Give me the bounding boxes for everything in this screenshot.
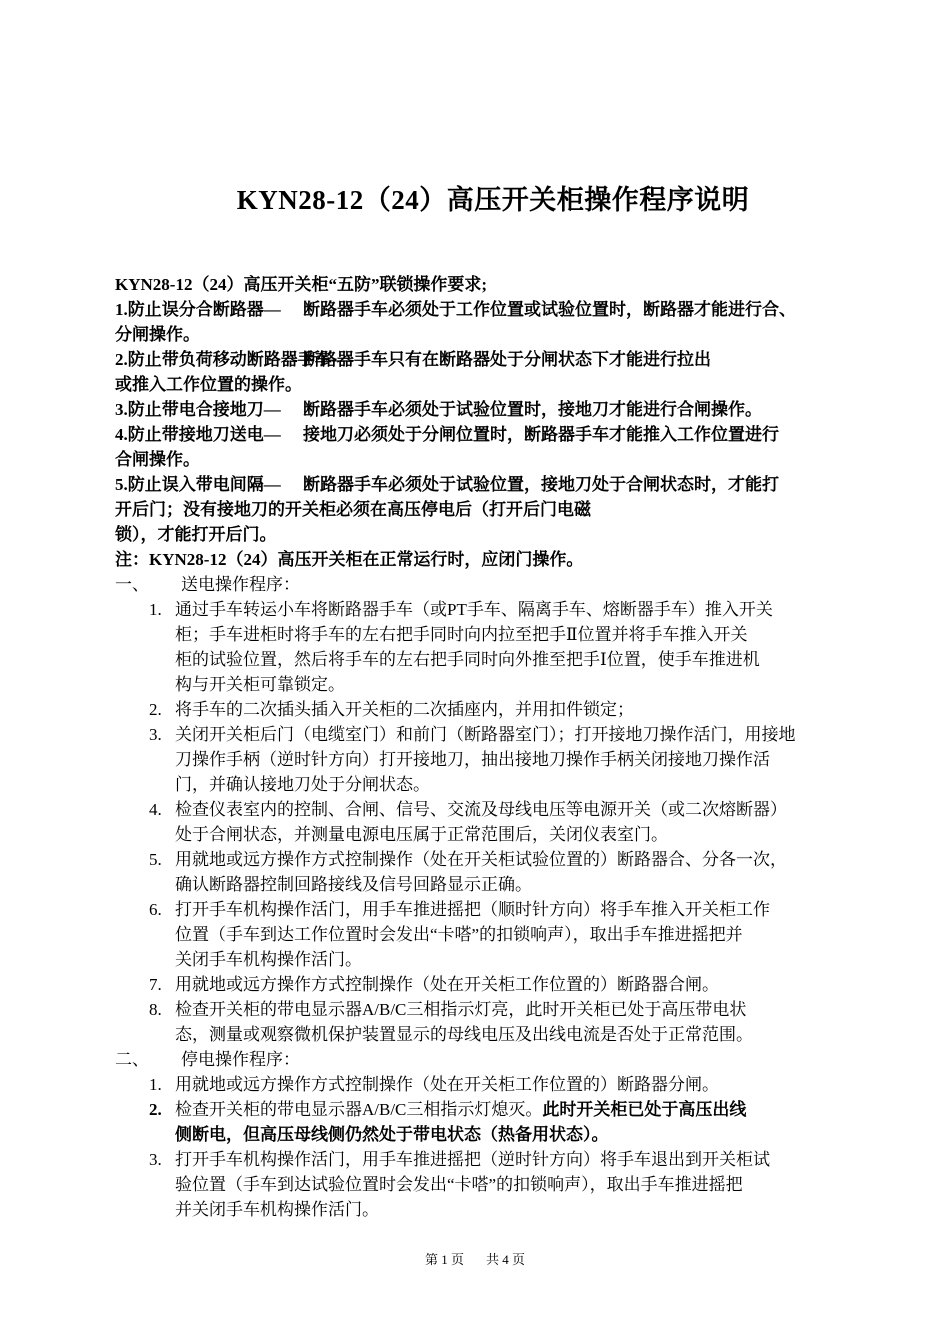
step-number: 2. [149, 700, 162, 719]
step-line: 刀操作手柄（逆时针方向）打开接地刀，抽出接地刀操作手柄关闭接地刀操作活 [175, 750, 770, 769]
step-number: 3. [149, 1150, 162, 1169]
step-line: 用就地或远方操作方式控制操作（处在开关柜工作位置的）断路器合闸。 [175, 975, 719, 994]
list-item [115, 722, 860, 797]
step-line: 打开手车机构操作活门，用手车推进摇把（逆时针方向）将手车退出到开关柜试 [175, 1150, 770, 1169]
rule-text: 断路器手车必须处于试验位置，接地刀处于合闸状态时，才能打 [303, 475, 779, 494]
step-line: 确认断路器控制回路接线及信号回路显示正确。 [175, 875, 532, 894]
step-number: 8. [149, 1000, 162, 1019]
step-line: 柜；手车进柜时将手车的左右把手同时向内拉至把手Ⅱ位置并将手车推入开关 [175, 625, 748, 644]
rule-3 [115, 397, 860, 422]
power-on-steps [115, 597, 860, 1047]
step-line: 检查仪表室内的控制、合闸、信号、交流及母线电压等电源开关（或二次熔断器） [175, 800, 787, 819]
power-off-steps [115, 1072, 860, 1222]
rule-text-cont: 分闸操作。 [115, 325, 200, 344]
step-line: 柜的试验位置，然后将手车的左右把手同时向外推至把手Ⅰ位置，使手车推进机 [175, 650, 760, 669]
rule-text-cont: 合闸操作。 [115, 450, 200, 469]
document-body [115, 272, 860, 1222]
step-line-plain: 检查开关柜的带电显示器A/B/C三相指示灯熄灭。 [175, 1100, 543, 1119]
rule-head: 5.防止误入带电间隔— [115, 475, 281, 494]
step-line: 位置（手车到达工作位置时会发出“卡嗒”的扣锁响声），取出手车推进摇把并 [175, 925, 743, 944]
rule-head: 2.防止带负荷移动断路器手车— [115, 350, 349, 369]
step-number: 5. [149, 850, 162, 869]
step-line: 打开手车机构操作活门，用手车推进摇把（顺时针方向）将手车推入开关柜工作 [175, 900, 770, 919]
step-line: 并关闭手车机构操作活门。 [175, 1200, 379, 1219]
rule-text: 接地刀必须处于分闸位置时，断路器手车才能推入工作位置进行 [303, 425, 779, 444]
step-line: 关闭开关柜后门（电缆室门）和前门（断路器室门）；打开接地刀操作活门，用接地 [175, 725, 796, 744]
list-item [115, 997, 860, 1047]
rule-text: 断路器手车必须处于工作位置或试验位置时，断路器才能进行合、 [303, 300, 796, 319]
step-line: 验位置（手车到达试验位置时会发出“卡嗒”的扣锁响声），取出手车推进摇把 [175, 1175, 743, 1194]
step-line-emphasis: 此时开关柜已处于高压出线 [542, 1100, 747, 1119]
rule-1 [115, 297, 860, 347]
section-title: 停电操作程序： [181, 1050, 300, 1069]
step-line: 用就地或远方操作方式控制操作（处在开关柜试验位置的）断路器合、分各一次， [175, 850, 787, 869]
list-item [115, 697, 860, 722]
operation-note: 注：KYN28-12（24）高压开关柜在正常运行时，应闭门操作。 [115, 550, 584, 569]
step-number: 3. [149, 725, 162, 744]
step-line: 处于合闸状态，并测量电源电压属于正常范围后，关闭仪表室门。 [175, 825, 668, 844]
list-item [115, 972, 860, 997]
page-total: 共 4 页 [486, 1252, 526, 1267]
step-line: 关闭手车机构操作活门。 [175, 950, 362, 969]
list-item [115, 597, 860, 697]
step-number: 4. [149, 800, 162, 819]
step-number: 1. [149, 1075, 162, 1094]
step-line: 通过手车转运小车将断路器手车（或PT手车、隔离手车、熔断器手车）推入开关 [175, 600, 773, 619]
list-item [115, 1147, 860, 1222]
step-line: 构与开关柜可靠锁定。 [175, 675, 345, 694]
list-item [115, 897, 860, 972]
page-number: 第 1 页 [424, 1252, 464, 1267]
page-footer [0, 1249, 950, 1268]
list-item [115, 1097, 860, 1147]
step-number: 7. [149, 975, 162, 994]
rule-5 [115, 472, 860, 547]
list-item [115, 1072, 860, 1097]
rule-head: 3.防止带电合接地刀— [115, 400, 281, 419]
rule-2 [115, 347, 860, 397]
step-line: 将手车的二次插头插入开关柜的二次插座内，并用扣件锁定； [175, 700, 634, 719]
rule-head: 1.防止误分合断路器— [115, 300, 281, 319]
section-number: 一、 [115, 575, 149, 594]
list-item [115, 847, 860, 897]
rule-text-cont: 锁），才能打开后门。 [115, 525, 277, 544]
rule-text: 断路器手车必须处于试验位置时，接地刀才能进行合闸操作。 [303, 400, 762, 419]
step-number: 6. [149, 900, 162, 919]
step-line: 用就地或远方操作方式控制操作（处在开关柜工作位置的）断路器分闸。 [175, 1075, 719, 1094]
step-number: 1. [149, 600, 162, 619]
rule-text: 断路器手车只有在断路器处于分闸状态下才能进行拉出 [303, 350, 711, 369]
section-title: 送电操作程序： [181, 575, 300, 594]
list-item [115, 797, 860, 847]
step-line: 门，并确认接地刀处于分闸状态。 [175, 775, 430, 794]
five-prevention-heading: KYN28-12（24）高压开关柜“五防”联锁操作要求; [115, 275, 488, 294]
section-number: 二、 [115, 1050, 149, 1069]
rule-head: 4.防止带接地刀送电— [115, 425, 281, 444]
step-line-emphasis: 侧断电，但高压母线侧仍然处于带电状态（热备用状态）。 [175, 1125, 609, 1144]
section-heading-power-on [115, 572, 860, 597]
step-line: 检查开关柜的带电显示器A/B/C三相指示灯亮，此时开关柜已处于高压带电状 [175, 1000, 747, 1019]
section-heading-power-off [115, 1047, 860, 1072]
rule-4 [115, 422, 860, 472]
step-line: 态，测量或观察微机保护装置显示的母线电压及出线电流是否处于正常范围。 [175, 1025, 753, 1044]
step-number: 2. [149, 1100, 162, 1119]
rule-text-cont: 开后门；没有接地刀的开关柜必须在高压停电后（打开后门电磁 [115, 500, 591, 519]
document-title: KYN28-12（24）高压开关柜操作程序说明 [236, 185, 750, 215]
rule-text-cont: 或推入工作位置的操作。 [115, 375, 302, 394]
